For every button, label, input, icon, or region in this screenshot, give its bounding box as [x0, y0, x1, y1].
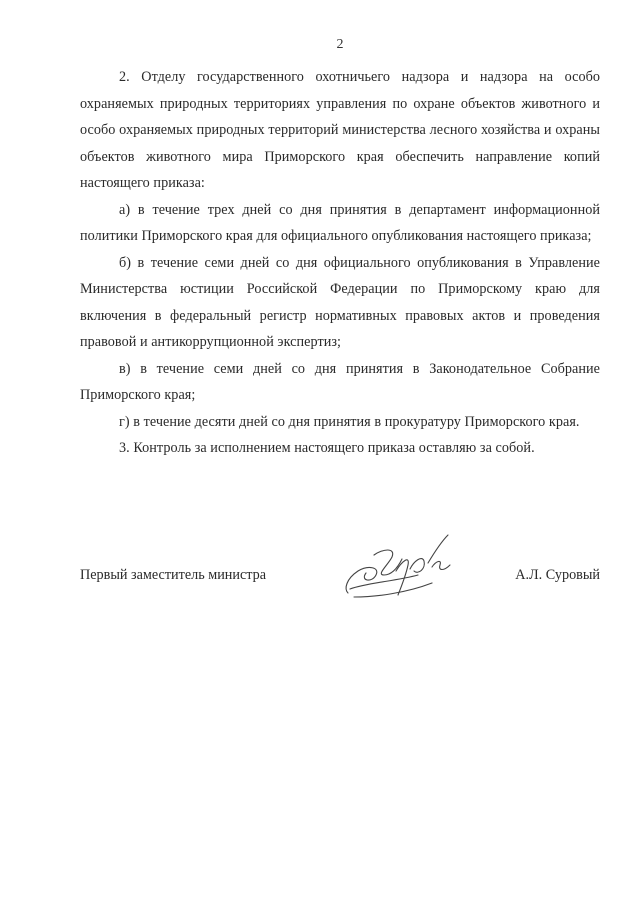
signature-block [80, 563, 600, 593]
handwritten-signature [336, 531, 466, 603]
paragraph-subitem-a: а) в течение трех дней со дня принятия в департамент информационной политики Приморского края для официального опубликования настоящего приказа; [80, 201, 600, 244]
page-number: 2 [336, 37, 344, 52]
signatory-position: Первый заместитель министра [80, 567, 267, 583]
paragraph-subitem-g: г) в течение десяти дней со дня принятия в прокуратуру Приморского края. [119, 413, 580, 430]
signatory-name: А.Л. Суровый [515, 567, 600, 583]
document-body [80, 64, 600, 462]
paragraph-subitem-b: б) в течение семи дней со дня официального опубликования в Управление Министерства юстиции Российской Федерации по Приморскому краю для включения в федеральный регистр нормативных правовых актов и проведения правовой и антикоррупционной экспертиз; [80, 254, 600, 350]
paragraph-subitem-v: в) в течение семи дней со дня принятия в Законодательное Собрание Приморского края; [80, 360, 600, 403]
paragraph-item-3: 3. Контроль за исполнением настоящего приказа оставляю за собой. [119, 440, 535, 456]
paragraph-item-2: 2. Отделу государственного охотничьего надзора и надзора на особо охраняемых природных территориях управления по охране объектов животного и особо охраняемых природных территорий министерства лесного хозяйства и охраны объектов животного мира Приморского края обеспечить направление копий настоящего приказа: [80, 69, 600, 191]
